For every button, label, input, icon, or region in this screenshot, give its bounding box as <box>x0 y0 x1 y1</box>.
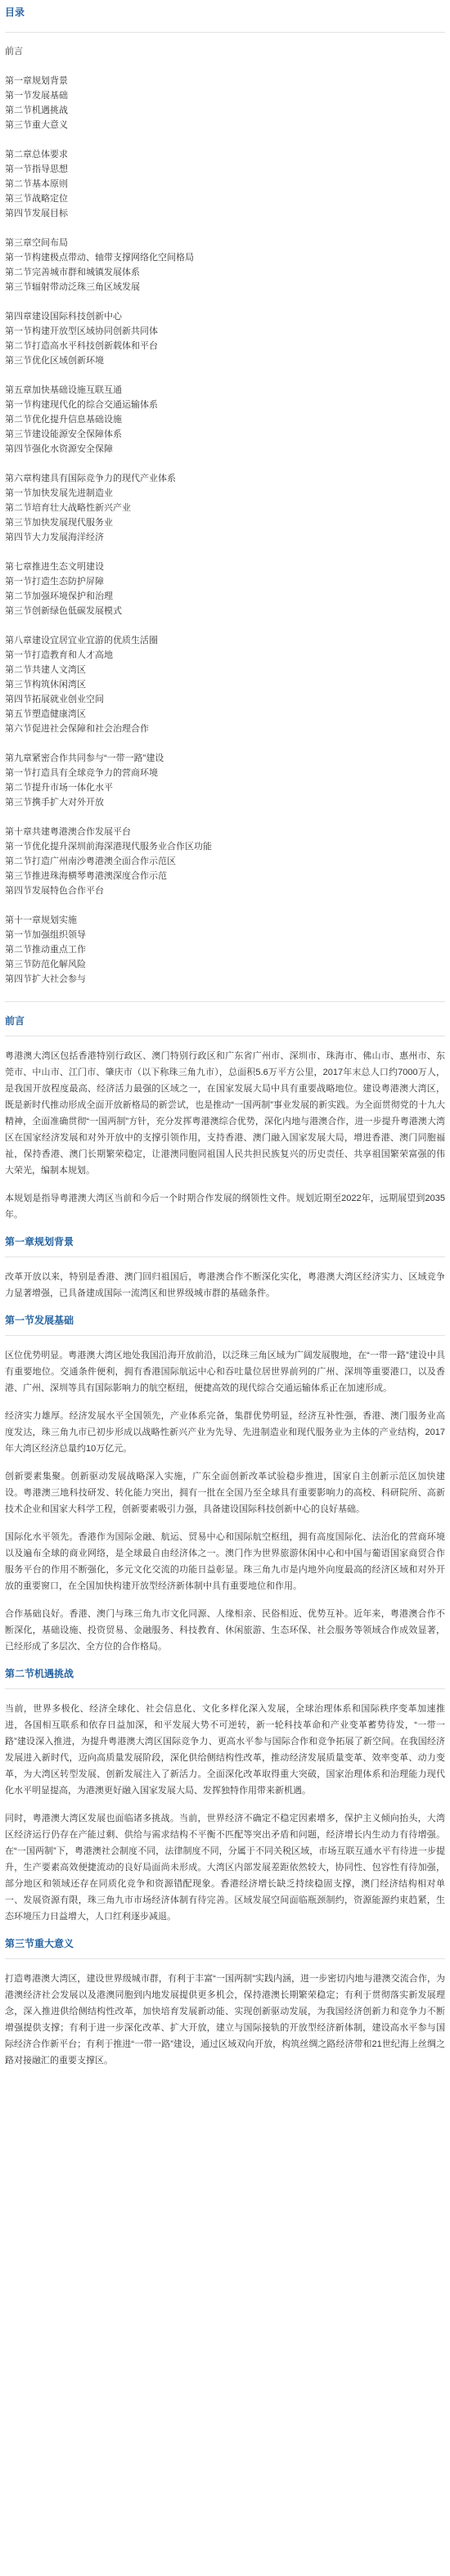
toc-section-link[interactable]: 第三节战略定位 <box>5 194 68 204</box>
toc-chapter-link[interactable]: 第五章加快基础设施互联互通 <box>5 385 122 395</box>
toc-group <box>5 471 445 545</box>
section-paragraph: 创新要素集聚。创新驱动发展战略深入实施，广东全面创新改革试验稳步推进，国家自主创新示范区加快建设。粤港澳三地科技研发、转化能力突出，拥有一批在全国乃至全球具有重要影响力的高校、科研院所、高新技术企业和国家大科学工程，创新要素吸引力强，具备建设国际科技创新中心的良好基础。 <box>5 1472 445 1514</box>
toc-section-link[interactable]: 第四节扩大社会参与 <box>5 974 86 984</box>
section-paragraph: 区位优势明显。粤港澳大湾区地处我国沿海开放前沿，以泛珠三角区域为广阔发展腹地，在“一带一路”建设中具有重要地位。交通条件便利，拥有香港国际航运中心和吞吐量位居世界前列的广州、深圳等重要港口，以及香港、广州、深圳等具有国际影响力的航空枢纽，便捷高效的现代综合交通运输体系正在加速形成。 <box>5 1351 445 1393</box>
chapter-intro: 改革开放以来，特别是香港、澳门回归祖国后，粤港澳合作不断深化实化，粤港澳大湾区经济实力、区域竞争力显著增强，已具备建成国际一流湾区和世界级城市群的基础条件。 <box>5 1272 445 1298</box>
toc-group <box>5 633 445 736</box>
toc-section-link[interactable]: 第三节辐射带动泛珠三角区域发展 <box>5 282 140 292</box>
toc-section-link[interactable]: 第三节创新绿色低碳发展模式 <box>5 606 122 616</box>
toc-section-link[interactable]: 第二节共建人文湾区 <box>5 665 86 675</box>
toc-chapter-link[interactable]: 前言 <box>5 47 23 56</box>
toc-section-link[interactable]: 第三节防范化解风险 <box>5 960 86 969</box>
toc-section-link[interactable]: 第一节发展基础 <box>5 91 68 101</box>
toc-chapter-link[interactable]: 第十章共建粤港澳合作发展平台 <box>5 827 131 837</box>
toc-group <box>5 44 445 59</box>
toc-section-link[interactable]: 第一节打造教育和人才高地 <box>5 650 113 660</box>
toc-section-link[interactable]: 第一节指导思想 <box>5 164 68 174</box>
toc-chapter-link[interactable]: 第九章紧密合作共同参与“一带一路”建设 <box>5 753 164 763</box>
section-paragraph: 当前，世界多极化、经济全球化、社会信息化、文化多样化深入发展，全球治理体系和国际秩序变革加速推进，各国相互联系和依存日益加深，和平发展大势不可逆转，新一轮科技革命和产业变革蓄势待发，“一带一路”建设深入推进，为提升粤港澳大湾区国际竞争力、更高水平参与国际合作和竞争拓展了新空间。在我国经济发展进入新时代，迈向高质量发展阶段，深化供给侧结构性改革，推动经济发展质量变革、效率变革、动力变革，为大湾区转型发展、创新发展注入了新活力。全面深化改革取得重大突破，国家治理体系和治理能力现代化水平明显提高，为港澳更好融入国家发展大局、发挥独特作用带来新机遇。 <box>5 1704 445 1796</box>
toc-section-link[interactable]: 第四节大力发展海洋经济 <box>5 533 104 542</box>
toc-group <box>5 147 445 221</box>
toc-chapter-link[interactable]: 第三章空间布局 <box>5 238 68 248</box>
toc-section-link[interactable]: 第二节打造广州南沙粤港澳全面合作示范区 <box>5 856 176 866</box>
toc-section-link[interactable]: 第三节建设能源安全保障体系 <box>5 429 122 439</box>
toc-section-link[interactable]: 第二节推动重点工作 <box>5 945 86 955</box>
toc-section-link[interactable]: 第一节构建极点带动、轴带支撑网络化空间格局 <box>5 253 194 263</box>
toc-section-link[interactable]: 第三节加快发展现代服务业 <box>5 518 113 528</box>
section-paragraph: 打造粤港澳大湾区，建设世界级城市群，有利于丰富“一国两制”实践内涵，进一步密切内地与港澳交流合作，为港澳经济社会发展以及港澳同胞到内地发展提供更多机会，保持港澳长期繁荣稳定；有利于贯彻落实新发展理念，深入推进供给侧结构性改革，加快培育发展新动能、实现创新驱动发展，为我国经济创新力和竞争力不断增强提供支撑；有利于进一步深化改革、扩大开放，建立与国际接轨的开放型经济新体制，建设高水平参与国际经济合作新平台；有利于推进“一带一路”建设，通过区域双向开放，构筑丝绸之路经济带和21世纪海上丝绸之路对接融汇的重要支撑区。 <box>5 1974 445 2066</box>
toc-group <box>5 309 445 368</box>
divider <box>5 1001 445 1002</box>
preface-heading: 前言 <box>5 1015 25 1027</box>
toc-section-link[interactable]: 第二节完善城市群和城镇发展体系 <box>5 267 140 277</box>
toc-group <box>5 751 445 810</box>
toc-section-link[interactable]: 第四节拓展就业创业空间 <box>5 695 104 704</box>
section-paragraph: 经济实力雄厚。经济发展水平全国领先，产业体系完备，集群优势明显，经济互补性强，香港、澳门服务业高度发达，珠三角九市已初步形成以战略性新兴产业为先导、先进制造业和现代服务业为主体的产业结构，2017年大湾区经济总量约10万亿元。 <box>5 1411 445 1454</box>
toc-section-link[interactable]: 第三节重大意义 <box>5 120 68 130</box>
toc-section-link[interactable]: 第一节优化提升深圳前海深港现代服务业合作区功能 <box>5 842 212 852</box>
toc-section-link[interactable]: 第二节加强环境保护和治理 <box>5 591 113 601</box>
table-of-contents <box>5 44 445 987</box>
toc-section-link[interactable]: 第一节打造具有全球竞争力的营商环境 <box>5 768 158 778</box>
divider <box>5 1958 445 1959</box>
divider <box>5 32 445 33</box>
toc-group <box>5 825 445 898</box>
toc-section-link[interactable]: 第二节机遇挑战 <box>5 106 68 115</box>
toc-group <box>5 560 445 618</box>
divider <box>5 1688 445 1689</box>
toc-section-link[interactable]: 第三节构筑休闲湾区 <box>5 680 86 690</box>
toc-section-link[interactable]: 第一节构建开放型区域协同创新共同体 <box>5 326 158 336</box>
section-heading: 第二节机遇挑战 <box>5 1668 74 1679</box>
section-heading: 第三节重大意义 <box>5 1938 74 1949</box>
toc-chapter-link[interactable]: 第十一章规划实施 <box>5 915 77 925</box>
toc-chapter-link[interactable]: 第六章构建具有国际竞争力的现代产业体系 <box>5 474 176 483</box>
chapter-heading: 第一章规划背景 <box>5 1236 74 1248</box>
toc-title: 目录 <box>5 7 25 18</box>
toc-section-link[interactable]: 第二节提升市场一体化水平 <box>5 783 113 793</box>
toc-section-link[interactable]: 第一节构建现代化的综合交通运输体系 <box>5 400 158 410</box>
toc-section-link[interactable]: 第三节携手扩大对外开放 <box>5 798 104 807</box>
toc-chapter-link[interactable]: 第四章建设国际科技创新中心 <box>5 312 122 321</box>
toc-section-link[interactable]: 第三节推进珠海横琴粤港澳深度合作示范 <box>5 871 167 881</box>
toc-section-link[interactable]: 第一节加强组织领导 <box>5 930 86 940</box>
toc-section-link[interactable]: 第三节优化区域创新环境 <box>5 356 104 366</box>
section-paragraph: 同时，粤港澳大湾区发展也面临诸多挑战。当前，世界经济不确定不稳定因素增多，保护主义倾向抬头，大湾区经济运行仍存在产能过剩、供给与需求结构不平衡不匹配等突出矛盾和问题，经济增长内生动力有待增强。在“一国两制”下，粤港澳社会制度不同，法律制度不同，分属于不同关税区域，市场互联互通水平有待进一步提升，生产要素高效便捷流动的良好局面尚未形成。大湾区内部发展差距依然较大，协同性、包容性有待加强，部分地区和领域还存在同质化竞争和资源错配现象。香港经济增长缺乏持续稳固支撑，澳门经济结构相对单一、发展资源有限，珠三角九市市场经济体制有待完善。区域发展空间面临瓶颈制约，资源能源约束趋紧，生态环境压力日益增大，人口红利逐步减退。 <box>5 1814 445 1922</box>
toc-group <box>5 236 445 294</box>
toc-section-link[interactable]: 第四节强化水资源安全保障 <box>5 444 113 454</box>
section-paragraph: 国际化水平领先。香港作为国际金融、航运、贸易中心和国际航空枢纽，拥有高度国际化、法治化的营商环境以及遍布全球的商业网络，是全球最自由经济体之一。澳门作为世界旅游休闲中心和中国与葡语国家商贸合作服务平台的作用不断强化，多元文化交流的功能日益彰显。珠三角九市是内地外向度最高的经济区域和对外开放的重要窗口，在全国加快构建开放型经济新体制中具有重要地位和作用。 <box>5 1532 445 1591</box>
toc-group <box>5 913 445 987</box>
preface-paragraph: 粤港澳大湾区包括香港特别行政区、澳门特别行政区和广东省广州市、深圳市、珠海市、佛山市、惠州市、东莞市、中山市、江门市、肇庆市（以下称珠三角九市），总面积5.6万平方公里，2017年末总人口约7000万人，是我国开放程度最高、经济活力最强的区域之一，在国家发展大局中具有重要战略地位。建设粤港澳大湾区，既是新时代推动形成全面开放新格局的新尝试，也是推动“一国两制”事业发展的新实践。为全面贯彻党的十九大精神，全面准确贯彻“一国两制”方针，充分发挥粤港澳综合优势，深化内地与港澳合作，进一步提升粤港澳大湾区在国家经济发展和对外开放中的支撑引领作用，支持香港、澳门融入国家发展大局，增进香港、澳门同胞福祉，保持香港、澳门长期繁荣稳定，让港澳同胞同祖国人民共担民族复兴的历史责任、共享祖国繁荣富强的伟大荣光，编制本规划。 <box>5 1051 445 1176</box>
toc-chapter-link[interactable]: 第二章总体要求 <box>5 150 68 160</box>
toc-section-link[interactable]: 第四节发展特色合作平台 <box>5 886 104 896</box>
toc-group <box>5 74 445 133</box>
toc-section-link[interactable]: 第二节优化提升信息基础设施 <box>5 415 122 425</box>
toc-chapter-link[interactable]: 第一章规划背景 <box>5 76 68 86</box>
divider <box>5 1335 445 1336</box>
toc-section-link[interactable]: 第一节加快发展先进制造业 <box>5 488 113 498</box>
toc-chapter-link[interactable]: 第八章建设宜居宜业宜游的优质生活圈 <box>5 636 158 645</box>
section-paragraph: 合作基础良好。香港、澳门与珠三角九市文化同源、人缘相亲、民俗相近、优势互补。近年来，粤港澳合作不断深化，基础设施、投资贸易、金融服务、科技教育、休闲旅游、生态环保、社会服务等领域合作成效显著，已经形成了多层次、全方位的合作格局。 <box>5 1609 445 1652</box>
toc-section-link[interactable]: 第二节基本原则 <box>5 179 68 189</box>
toc-section-link[interactable]: 第二节培育壮大战略性新兴产业 <box>5 503 131 513</box>
toc-chapter-link[interactable]: 第七章推进生态文明建设 <box>5 562 104 572</box>
toc-section-link[interactable]: 第四节发展目标 <box>5 209 68 218</box>
toc-section-link[interactable]: 第一节打造生态防护屏障 <box>5 577 104 587</box>
preface-paragraph: 本规划是指导粤港澳大湾区当前和今后一个时期合作发展的纲领性文件。规划近期至2022年，远期展望到2035年。 <box>5 1194 445 1220</box>
toc-section-link[interactable]: 第二节打造高水平科技创新载体和平台 <box>5 341 158 351</box>
toc-section-link[interactable]: 第五节塑造健康湾区 <box>5 709 86 719</box>
section-heading: 第一节发展基础 <box>5 1315 74 1326</box>
toc-section-link[interactable]: 第六节促进社会保障和社会治理合作 <box>5 724 149 734</box>
toc-group <box>5 383 445 456</box>
